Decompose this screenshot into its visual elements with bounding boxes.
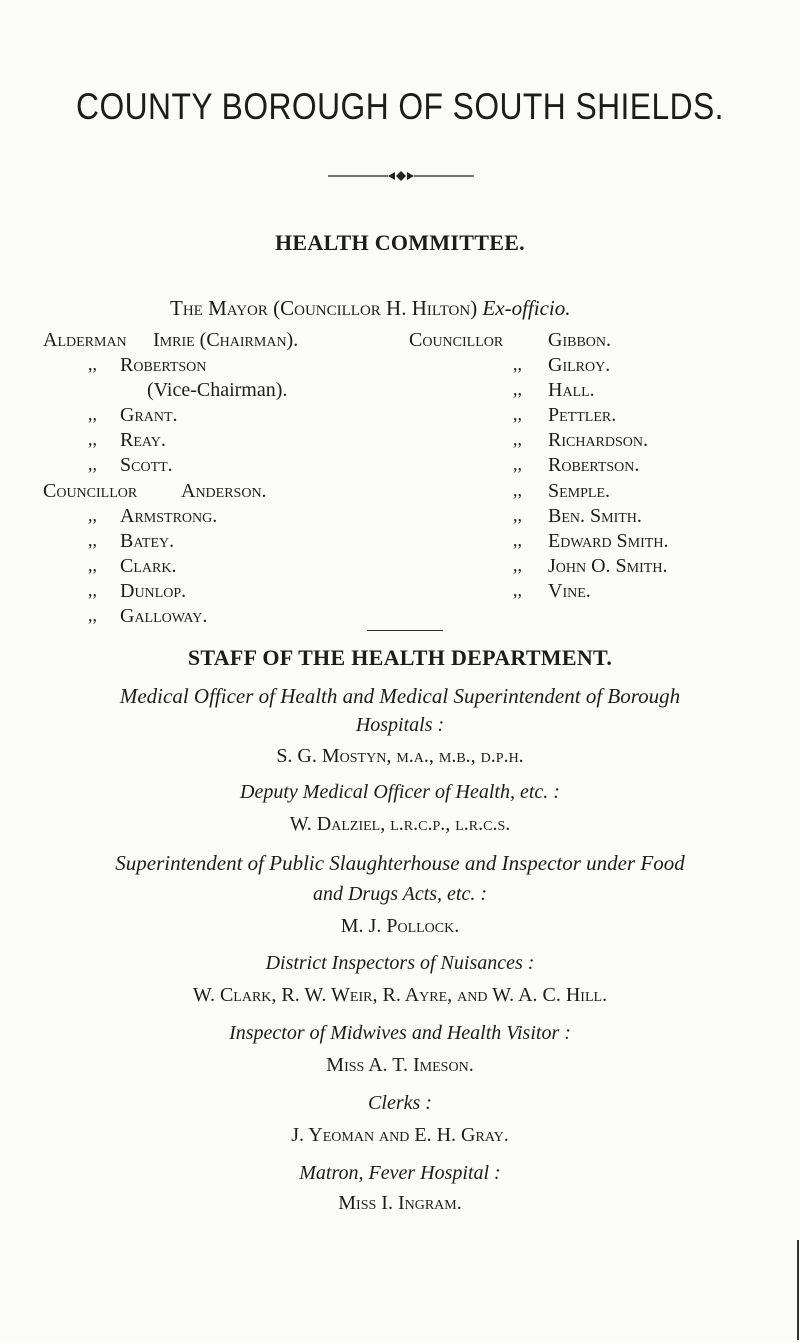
alderman-imrie: Imrie (Chairman). — [153, 329, 299, 351]
councillor-name: Clark. — [120, 555, 177, 577]
councillor-name: Richardson. — [548, 429, 649, 451]
alderman-name: Grant. — [120, 404, 178, 426]
ditto-mark: ,, — [513, 480, 522, 500]
committee-heading: HEALTH COMMITTEE. — [274, 230, 525, 255]
staff-role: Medical Officer of Health and Medical Superintendent of Borough — [119, 684, 681, 708]
staff-role: Superintendent of Public Slaughterhouse and Inspector under Food — [115, 851, 685, 875]
councillor-name: Armstrong. — [120, 505, 218, 527]
alderman-name: Reay. — [120, 429, 166, 451]
councillor-name: Gilroy. — [548, 354, 611, 376]
councillor-name: Pettler. — [548, 404, 617, 426]
councillor-name: Ben. Smith. — [548, 505, 642, 527]
councillor-name: John O. Smith. — [548, 555, 668, 577]
staff-role: Matron, Fever Hospital : — [299, 1162, 501, 1184]
alderman-name: Scott. — [120, 454, 173, 476]
ditto-mark: ,, — [513, 429, 522, 449]
councillor-name: Semple. — [548, 480, 611, 502]
councillor-title: Councillor — [43, 480, 138, 502]
ditto-mark: ,, — [88, 429, 97, 449]
staff-name: J. Yeoman and E. H. Gray. — [291, 1124, 509, 1146]
staff-role: District Inspectors of Nuisances : — [265, 952, 535, 974]
ditto-mark: ,, — [513, 505, 522, 525]
ditto-mark: ,, — [513, 454, 522, 474]
councillor-name: Batey. — [120, 530, 175, 552]
ornament-divider — [328, 170, 474, 182]
staff-name: M. J. Pollock. — [340, 915, 460, 937]
ditto-mark: ,, — [88, 454, 97, 474]
councillor-name: Robertson. — [548, 454, 640, 476]
mayor-text: The Mayor (Councillor H. Hilton) — [170, 296, 478, 320]
staff-role: Deputy Medical Officer of Health, etc. : — [240, 781, 560, 803]
ditto-mark: ,, — [88, 404, 97, 424]
ditto-mark: ,, — [88, 530, 97, 550]
staff-role: and Drugs Acts, etc. : — [312, 883, 488, 905]
alderman-title: Alderman — [43, 329, 127, 351]
alderman-name: Robertson — [120, 354, 207, 376]
staff-name: W. Dalziel, l.r.c.p., l.r.c.s. — [289, 813, 511, 835]
councillor-name: Galloway. — [120, 605, 208, 627]
ditto-mark: ,, — [513, 354, 522, 374]
ditto-mark: ,, — [88, 354, 97, 374]
councillor-title: Councillor — [409, 329, 504, 351]
staff-name: Miss I. Ingram. — [338, 1192, 462, 1214]
divider-rule — [367, 630, 443, 631]
ditto-mark: ,, — [513, 580, 522, 600]
staff-role: Clerks : — [368, 1092, 432, 1114]
page-title: COUNTY BOROUGH OF SOUTH SHIELDS. — [76, 86, 724, 127]
ditto-mark: ,, — [88, 555, 97, 575]
councillor-name: Dunlop. — [120, 580, 187, 602]
ex-officio: Ex-officio. — [482, 296, 571, 320]
ditto-mark: ,, — [513, 379, 522, 399]
staff-heading: STAFF OF THE HEALTH DEPARTMENT. — [187, 645, 613, 670]
ditto-mark: ,, — [88, 605, 97, 625]
councillor-name: Hall. — [548, 379, 595, 401]
councillor-name: Gibbon. — [548, 329, 612, 351]
councillor-name: Edward Smith. — [548, 530, 669, 552]
staff-role: Hospitals : — [355, 714, 445, 736]
alderman-note: (Vice-Chairman). — [147, 379, 288, 401]
staff-role: Inspector of Midwives and Health Visitor : — [229, 1022, 571, 1044]
councillor-name: Anderson. — [181, 480, 267, 502]
staff-name: W. Clark, R. W. Weir, R. Ayre, and W. A. C. Hill. — [192, 984, 608, 1006]
ditto-mark: ,, — [513, 404, 522, 424]
ditto-mark: ,, — [513, 555, 522, 575]
ditto-mark: ,, — [88, 580, 97, 600]
page-edge — [797, 1240, 799, 1340]
ditto-mark: ,, — [88, 505, 97, 525]
ditto-mark: ,, — [513, 530, 522, 550]
councillor-name: Vine. — [548, 580, 591, 602]
staff-name: S. G. Mostyn, m.a., m.b., d.p.h. — [276, 745, 524, 767]
mayor-line — [170, 296, 571, 321]
staff-name: Miss A. T. Imeson. — [326, 1054, 474, 1076]
